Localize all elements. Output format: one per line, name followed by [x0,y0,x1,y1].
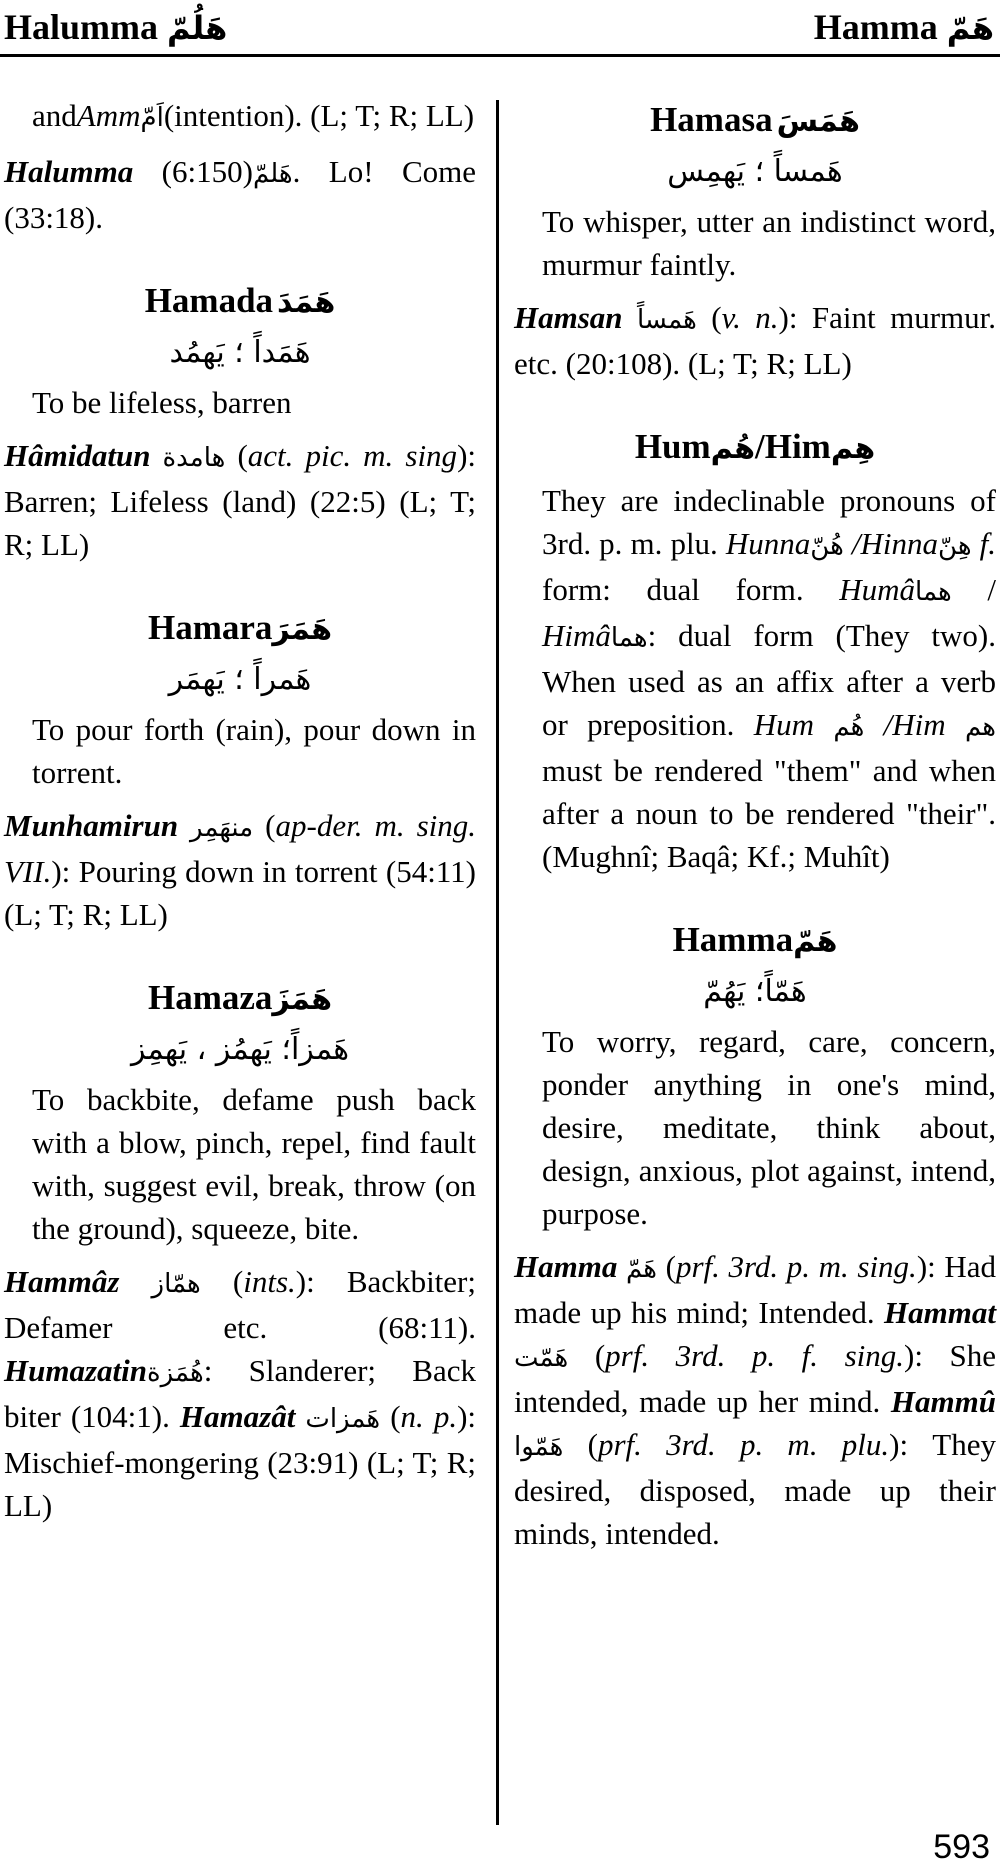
entry-text: (6:150). Lo! Come (33:18). [4,154,477,235]
root-arabic: هَمَزَ [272,982,332,1017]
term: Hum [753,707,814,742]
entry-grammar: prf. 3rd. p. f. sing. [605,1338,905,1373]
desc-text: : dual form (They two). When used as an affix after a verb or preposition. [542,618,996,742]
entry-grammar: prf. 3rd. p. m. sing. [675,1249,917,1284]
entry-arabic: هَمّ [625,1254,657,1284]
cont-arabic: اَمّ [140,103,164,133]
root-meaning: To whisper, utter an indistinct word, murmur faintly. [542,204,996,282]
entry-text: ): Had made up his mind; Intended. [514,1249,997,1330]
entry-arabic: هَمزات [305,1404,381,1434]
entry-hamidatun: Hâmidatun هامدة (act. pic. m. sing): Barren; Lifeless (land) (22:5) (L; T; R; LL) [4,438,476,562]
entry-text: : Slanderer; Back biter (104:1). [4,1353,476,1434]
term: Humâ [839,572,916,607]
hum-description [514,479,996,878]
root-title: Hamara [148,608,273,647]
root-heading-hum [514,421,996,475]
page-number: 593 [933,1828,990,1866]
entry-text: ): Barren; Lifeless (land) (22:5) (L; T; R; LL) [4,438,476,562]
entry-text: ): Pouring down in torrent (54:11) (L; T; R; LL) [4,854,476,932]
term: f. [979,526,997,561]
header-right-arabic: هَمّ [946,9,994,47]
entry-arabic: هَمّوا [514,1432,564,1462]
root-arabic: هِم [830,431,876,466]
entry-grammar: prf. 3rd. p. m. plu. [597,1427,890,1462]
term-arabic: هما [610,623,648,653]
entry-term: Munhamirun [4,808,179,843]
root-meaning: To be lifeless, barren [32,385,292,420]
entry-arabic: هَمّت [514,1343,569,1373]
entry-text: ): She intended, made up her mind. [514,1338,997,1419]
root-forms: هَمَداً ؛ يَهمُد [169,335,311,370]
entry-term: Hammû [890,1384,997,1419]
entry-text: ): Faint murmur. etc. (20:108). (L; T; R; LL) [514,300,996,381]
right-column [514,94,996,1565]
entry-grammar: act. pic. m. sing [247,438,458,473]
entry-grammar: v. n. [721,300,779,335]
root-title: Hamada [144,281,274,320]
halumma-entry [4,150,476,239]
entry-hamsan: Hamsan هَمساً (v. n.): Faint murmur. etc. (20:108). (L; T; R; LL) [514,300,996,381]
entry-text: ): Mischief-mongering (23:91) (L; T; R; LL) [4,1399,477,1523]
term: /Him [883,707,946,742]
term: /Hinna [851,526,939,561]
entry-text: ): Backbiter; Defamer etc. (68:11). [4,1264,476,1345]
root-separator: / [755,427,765,466]
entry-hammaz: Hammâz همّاز (ints.): Backbiter; Defamer etc. (68:11). Humazatinهُمَزة: Slanderer; Back biter (104:1). Hamazât هَمزات (n. p.): Mischief-mongering (23:91) (L; T; R; LL) [4,1264,477,1523]
root-arabic: هَمَدَ [277,285,336,320]
root-heading-hamaza [4,972,476,1074]
entry-arabic: هُمَزة [147,1358,204,1388]
running-header [0,0,1000,58]
root-meaning: To worry, regard, care, concern, ponder anything in one's mind, desire, meditate, think about, design, anxious, plot against, intend, purpose. [542,1024,996,1231]
entry-term: Hamsan [514,300,623,335]
cont-post: (intention). (L; T; R; LL) [163,98,475,133]
term-arabic: هم [965,712,997,742]
left-column [4,94,476,1537]
root-forms: هَمزاً؛ يَهمُز ، يَهمِز [130,1032,350,1067]
term-arabic: هِنّ [938,531,972,561]
root-forms: هَمراً ؛ يَهمَر [168,662,312,697]
entry-term: Hâmidatun [4,438,151,473]
header-left-arabic: هَلُمّ [167,9,228,47]
root-meaning: To pour forth (rain), pour down in torrent. [32,712,476,790]
entry-arabic: همّاز [151,1269,201,1299]
root-title: Him [764,427,831,466]
root-heading-hamada [4,275,476,377]
term-arabic: هُنّ [810,531,844,561]
desc-text: They are indeclinable pronouns of 3rd. p. m. plu. [542,483,996,561]
root-title: Hamasa [650,100,773,139]
entry-term: Halumma [4,154,134,189]
header-right [814,6,994,48]
entry-grammar: ints. [243,1264,296,1299]
entry-grammar: n. p. [400,1399,458,1434]
entry-term: Humazatin [4,1353,147,1388]
entry-term: Hamma [514,1249,618,1284]
entry-hamma: Hamma هَمّ (prf. 3rd. p. m. sing.): Had made up his mind; Intended. Hammat هَمّت (prf. 3rd. p. f. sing.): She intended, made up her mind. Hammû هَمّوا (prf. 3rd. p. m. plu.): They desired, disposed, made up their minds, intended. [514,1249,997,1551]
root-meaning: To backbite, defame push back with a blow, pinch, repel, find fault with, suggest evil, break, throw (on the ground), squeeze, bite. [32,1082,476,1246]
root-title: Hamaza [148,978,273,1017]
root-title: Hamma [672,920,794,959]
desc-text: must be rendered "them" and when after a noun to be rendered "their". (Mughnî; Baqâ; Kf.; Muhît) [542,753,996,874]
entry-arabic: هَمساً [636,305,697,335]
root-arabic: هَمَسَ [776,104,860,139]
header-left [4,6,227,48]
root-arabic: هَمّ [793,924,838,959]
header-rule [0,54,1000,57]
entry-munhamirun: Munhamirun منهَمِر (ap-der. m. sing. VII.): Pouring down in torrent (54:11) (L; T; R; LL) [4,808,476,932]
separator: / [987,572,997,607]
header-left-title: Halumma [4,7,159,47]
entry-text: ): They desired, disposed, made up their minds, intended. [514,1427,997,1551]
term-arabic: هُم [833,712,865,742]
continuation-text [4,94,476,140]
cont-word: Amm [76,98,141,133]
root-arabic: هُم [710,431,755,466]
desc-text: form: dual form. [542,572,804,607]
entry-arabic: هَلمّ [252,159,293,189]
entry-term: Hamazât [179,1399,296,1434]
entry-grammar: ap-der. m. sing. VII. [4,808,476,889]
cont-pre: and [32,98,77,133]
term-arabic: هما [915,577,952,607]
root-forms: هَمّاً؛ يَهُمّ [703,974,807,1009]
term: Himâ [542,618,611,653]
entry-term: Hammâz [4,1264,120,1299]
root-heading-hamara [4,602,476,704]
entry-term: Hammat [884,1295,996,1330]
entry-arabic: هامدة [162,443,226,473]
header-right-title: Hamma [813,7,938,47]
column-divider [496,100,499,1825]
term: Hunna [725,526,811,561]
root-arabic: هَمَرَ [272,612,332,647]
root-title: Hum [634,427,711,466]
root-heading-hamasa [514,94,996,196]
root-forms: هَمساً ؛ يَهمِس [667,154,843,189]
root-heading-hamma [514,914,996,1016]
entry-arabic: منهَمِر [190,813,254,843]
